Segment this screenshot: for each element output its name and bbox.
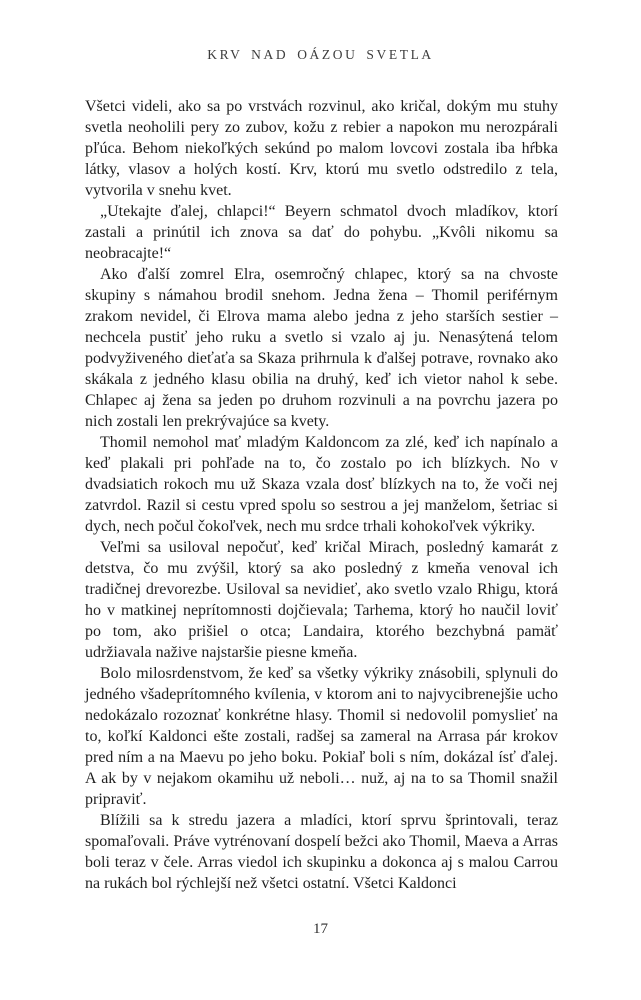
text-block: [85, 96, 558, 894]
page-number: 17: [313, 921, 328, 937]
body-paragraph: Všetci videli, ako sa po vrstvách rozvinul, ako kričal, dokým mu stuhy svetla neoholili pery zo zubov, kožu z rebier a napokon mu nerozpárali pľúca. Behom niekoľkých sekúnd po malom lovcovi zostala iba hŕbka látky, vlasov a holých kostí. Krv, ktorú mu svetlo odstredilo z tela, vytvorila v snehu kvet.: [85, 98, 558, 199]
body-paragraph: Blížili sa k stredu jazera a mladíci, ktorí sprvu šprintovali, teraz spomaľovali. Práve vytrénovaní dospelí bežci ako Thomil, Maeva a Arras boli teraz v čele. Arras viedol ich skupinku a dokonca aj s malou Carrou na rukách bol rýchlejší než všetci ostatní. Všetci Kaldonci: [85, 812, 558, 892]
body-paragraph: Bolo milosrdenstvom, že keď sa všetky výkriky znásobili, splynuli do jedného všadeprítomného kvílenia, v ktorom ani to najvycibrenejšie ucho nedokázalo rozoznať konkrétne hlasy. Thomil si nedovolil pomyslieť na to, koľkí Kaldonci ešte zostali, radšej sa zameral na Arrasa pár krokov pred ním a na Maevu po jeho boku. Pokiaľ boli s ním, dokázal ísť ďalej. A ak by v nejakom okamihu už neboli… nuž, aj na to sa Thomil snažil pripraviť.: [85, 665, 558, 808]
body-paragraph: Ako ďalší zomrel Elra, osemročný chlapec, ktorý sa na chvoste skupiny s námahou brodil snehom. Jedna žena – Thomil periférnym zrakom nevidel, či Elrova mama alebo jedna z jeho starších sestier – nechcela pustiť jeho ruku a svetlo si vzalo aj ju. Nenasýtená telom podvyživeného dieťaťa sa Skaza prihrnula k ďalšej potrave, rovnako ako skákala z jedného klasu obilia na druhý, keď ich vietor nahol k sebe. Chlapec aj žena sa jeden po druhom rozvinuli a na povrchu jazera po nich zostali len prekrývajúce sa kvety.: [85, 266, 558, 430]
body-paragraph: Veľmi sa usiloval nepočuť, keď kričal Mirach, posledný kamarát z detstva, čo mu zvýšil, ktorý sa ako posledný z kmeňa venoval ich tradičnej drevorezbe. Usiloval sa nevidieť, ako svetlo vzalo Rhigu, ktorá ho v matkinej neprítomnosti dojčievala; Tarhema, ktorý ho naučil loviť po tom, ako prišiel o otca; Landaira, ktorého bezchybná pamäť udržiavala nažive najstaršie piesne kmeňa.: [85, 539, 558, 661]
body-paragraph: Thomil nemohol mať mladým Kaldoncom za zlé, keď ich napínalo a keď plakali pri pohľade na to, čo zostalo po ich blízkych. No v dvadsiatich rokoch mu už Skaza vzala dosť blízkych na to, že voči nej zatvrdol. Razil si cestu vpred spolu so sestrou a jej manželom, šetriac si dych, nech počul čokoľvek, nech mu srdce trhali kohokoľvek výkriky.: [85, 434, 558, 535]
running-head: KRV NAD OÁZOU SVETLA: [207, 47, 434, 62]
body-paragraph: „Utekajte ďalej, chlapci!“ Beyern schmatol dvoch mladíkov, ktorí zastali a prinútil ich znova sa dať do pohybu. „Kvôli nikomu sa neobracajte!“: [85, 203, 558, 262]
